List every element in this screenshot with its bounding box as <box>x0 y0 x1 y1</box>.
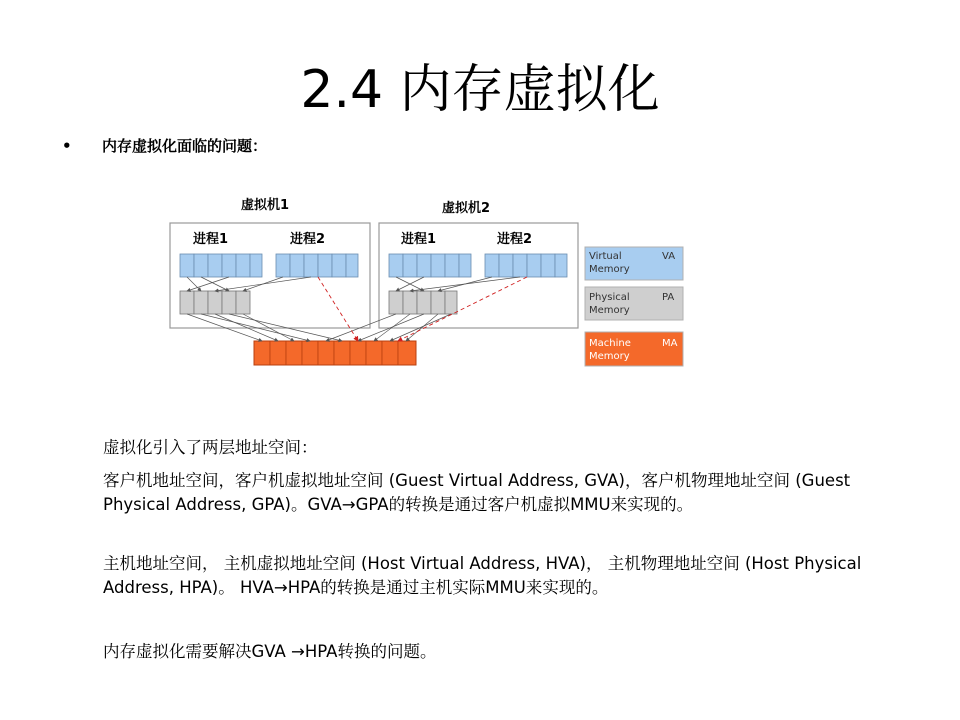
vm1-process2-virtual-memory <box>276 254 358 277</box>
legend-machine <box>585 332 683 366</box>
paragraph-problem-to-solve: 内存虚拟化需要解决GVA →HPA转换的问题。 <box>103 642 437 661</box>
legend-virtual-abbr: VA <box>662 251 676 262</box>
vm2-label: 虚拟机2 <box>442 201 491 216</box>
vm1-process2-label: 进程2 <box>290 232 326 247</box>
legend-virtual-line2: Memory <box>589 264 630 275</box>
paragraph-guest-address-space: 客户机地址空间，客户机虚拟地址空间 (Guest Virtual Address, GVA)，客户机物理地址空间 (Guest Physical Address, GPA)。GVA→GPA的转换是通过客户机虚拟MMU来实现的。 <box>103 471 851 514</box>
vm2-process1-label: 进程1 <box>401 232 437 247</box>
legend-physical <box>585 287 683 320</box>
bullet-text: 内存虚拟化面临的问题： <box>102 137 268 155</box>
paragraph-host-address-space: 主机地址空间， 主机虚拟地址空间 (Host Virtual Address, HVA)， 主机物理地址空间 (Host Physical Address, HPA)。 HVA→HPA的转换是通过主机实际MMU来实现的。 <box>103 554 862 597</box>
legend-machine-line2: Memory <box>589 351 630 362</box>
legend-virtual-line1: Virtual <box>589 251 622 262</box>
legend-machine-line1: Machine <box>589 338 631 349</box>
legend-virtual <box>585 247 683 280</box>
vm2-process2-label: 进程2 <box>497 232 533 247</box>
legend-physical-abbr: PA <box>662 292 675 303</box>
vm1-process1-label: 进程1 <box>193 232 229 247</box>
paragraph-two-layer-address: 虚拟化引入了两层地址空间： <box>103 438 318 457</box>
vm2-process1-virtual-memory <box>389 254 471 277</box>
vm1-label: 虚拟机1 <box>241 198 290 213</box>
vm2-process2-virtual-memory <box>485 254 567 277</box>
vm1-physical-memory <box>180 291 250 314</box>
legend-machine-abbr: MA <box>662 338 678 349</box>
machine-memory <box>254 341 416 365</box>
vm1-process1-virtual-memory <box>180 254 262 277</box>
legend-physical-line2: Memory <box>589 305 630 316</box>
legend-physical-line1: Physical <box>589 292 630 303</box>
bullet-dot-icon: • <box>62 137 72 155</box>
slide-title: 2.4 内存虚拟化 <box>300 60 660 120</box>
vm2-physical-memory <box>389 291 457 314</box>
